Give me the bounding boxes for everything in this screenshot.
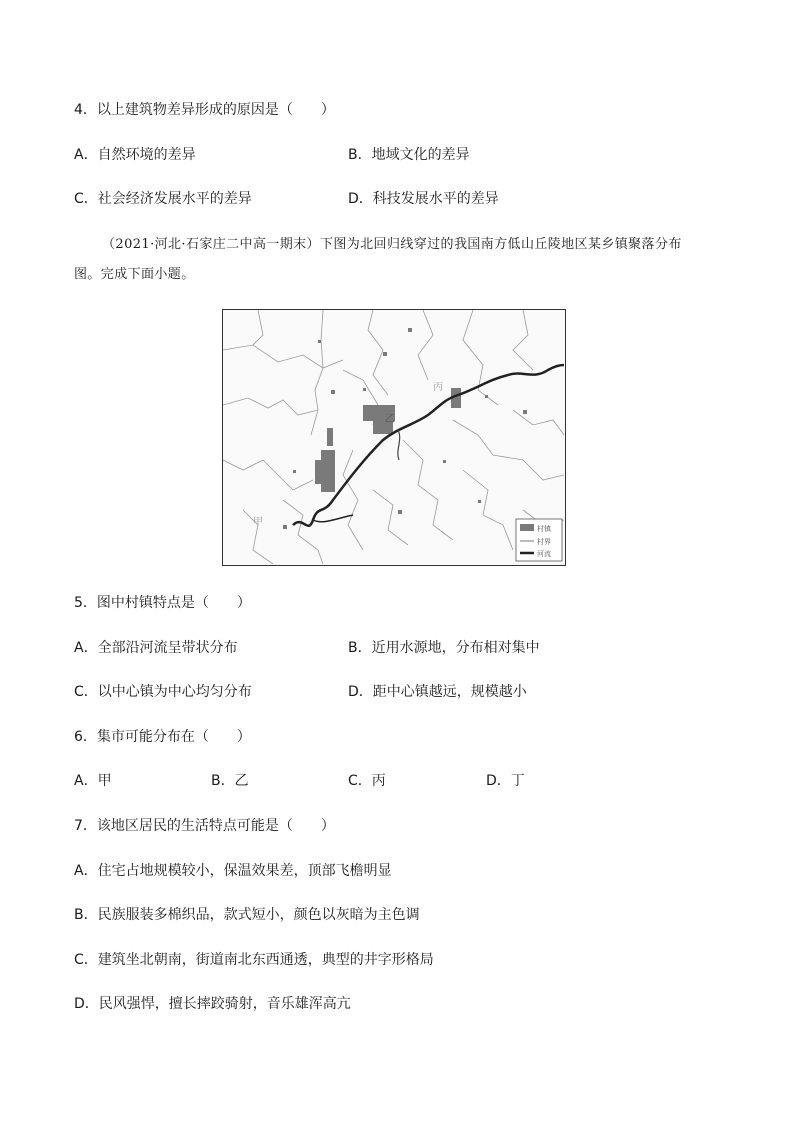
- question-4-option-b: B．地域文化的差异: [348, 147, 470, 163]
- question-5-option-d: D．距中心镇越远，规模越小: [348, 684, 527, 700]
- village-boundaries: [223, 310, 564, 564]
- question-6-option-a: A．甲: [74, 773, 112, 789]
- question-4-option-c: C．社会经济发展水平的差异: [74, 191, 252, 207]
- label-yi: 乙: [385, 414, 395, 425]
- question-5-option-c: C．以中心镇为中心均匀分布: [74, 684, 252, 700]
- question-7-option-c: C．建筑坐北朝南，街道南北东西通透，典型的井字形格局: [74, 952, 434, 968]
- question-4-stem: 4．以上建筑物差异形成的原因是（ ）: [74, 102, 335, 118]
- question-7-option-d: D．民风强悍，擅长摔跤骑射，音乐雄浑高亢: [74, 996, 351, 1012]
- legend-river-label: 河流: [537, 550, 551, 558]
- legend-boundary-label: 村界: [537, 538, 551, 546]
- question-7-option-a: A．住宅占地规模较小，保温效果差，顶部飞檐明显: [74, 863, 392, 879]
- question-5-option-b: B．近用水源地，分布相对集中: [348, 640, 540, 656]
- river: [293, 365, 564, 526]
- question-5-option-a: A．全部沿河流呈带状分布: [74, 640, 238, 656]
- settlement-map: [222, 309, 566, 566]
- label-bing: 丙: [433, 382, 443, 393]
- question-4-option-d: D．科技发展水平的差异: [348, 191, 499, 207]
- question-6-stem: 6．集市可能分布在（ ）: [74, 729, 251, 745]
- settlements: [283, 328, 527, 529]
- intro-line-1: （2021·河北·石家庄二中高一期末）下图为北回归线穿过的我国南方低山丘陵地区某乡镇聚落分布: [102, 237, 682, 252]
- label-jia: 甲: [253, 517, 263, 528]
- legend-settlement-label: 村镇: [537, 525, 551, 533]
- map-legend: [516, 519, 562, 561]
- intro-line-2: 图。完成下面小题。: [74, 267, 195, 282]
- question-6-option-b: B．乙: [211, 773, 249, 789]
- question-7-option-b: B．民族服装多棉织品，款式短小，颜色以灰暗为主色调: [74, 907, 420, 923]
- question-5-stem: 5．图中村镇特点是（ ）: [74, 595, 251, 611]
- question-4-option-a: A．自然环境的差异: [74, 147, 196, 163]
- question-6-option-d: D．丁: [486, 773, 525, 789]
- question-6-option-c: C．丙: [348, 773, 386, 789]
- question-7-stem: 7．该地区居民的生活特点可能是（ ）: [74, 818, 335, 834]
